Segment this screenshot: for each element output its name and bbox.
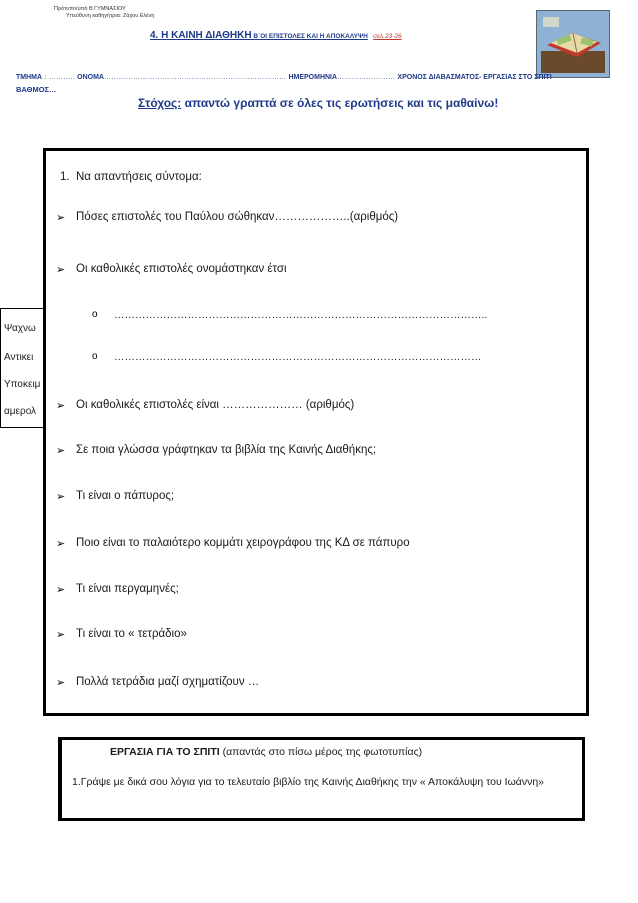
arrow-bullet-icon: ➢ bbox=[56, 400, 66, 412]
question-6[interactable]: Ποιο είναι το παλαιότερο κομμάτι χειρογράφου της ΚΔ σε πάπυρο bbox=[76, 537, 410, 549]
questions-heading bbox=[60, 171, 202, 183]
arrow-bullet-icon: ➢ bbox=[56, 491, 66, 503]
circle-bullet-icon: o bbox=[92, 351, 98, 362]
side-note-line: Υποκειμ bbox=[4, 379, 41, 390]
homework-title-note: (απαντάς στο πίσω μέρος της φωτοτυπίας) bbox=[219, 746, 423, 758]
arrow-bullet-icon: ➢ bbox=[56, 212, 66, 224]
homework-task: 1.Γράψε με δικά σου λόγια για το τελευταίο βιβλίο της Καινής Διαθήκης την « Αποκάλυψη του Ιωάννη» bbox=[72, 776, 545, 788]
goal-text: απαντώ γραπτά σε όλες τις ερωτήσεις και τις μαθαίνω! bbox=[181, 96, 499, 110]
heading-text: Να απαντήσεις σύντομα: bbox=[75, 171, 202, 183]
question-3[interactable]: Οι καθολικές επιστολές είναι ………………… (αριθμός) bbox=[76, 399, 355, 411]
title-pages: σελ.23-26 bbox=[373, 33, 402, 40]
teacher-name: Υπεύθυνη καθηγήτρια: Ζάχου Ελένη bbox=[66, 13, 155, 19]
student-info-line bbox=[16, 74, 552, 81]
question-7[interactable]: Τι είναι περγαμηνές; bbox=[76, 583, 179, 595]
homework-box bbox=[58, 737, 585, 821]
date-label: ΗΜΕΡΟΜΗΝΙΑ bbox=[288, 74, 338, 81]
title-sub: Β΄ΟΙ ΕΠΙΣΤΟΛΕΣ ΚΑΙ Η ΑΠΟΚΑΛΥΨΗ bbox=[251, 33, 368, 40]
heading-number: 1. bbox=[60, 171, 70, 183]
name-field[interactable]: ………………………………………………………………… bbox=[103, 74, 287, 81]
school-header bbox=[54, 6, 154, 20]
question-9[interactable]: Πολλά τετράδια μαζί σχηματίζουν … bbox=[76, 676, 260, 688]
grade-line bbox=[16, 85, 57, 94]
side-note-line: Αντικει bbox=[4, 352, 34, 363]
question-5[interactable]: Τι είναι ο πάπυρος; bbox=[76, 490, 175, 502]
arrow-bullet-icon: ➢ bbox=[56, 584, 66, 596]
arrow-bullet-icon: ➢ bbox=[56, 445, 66, 457]
question-1[interactable]: Πόσες επιστολές του Παύλου σώθηκαν………………..(αριθμός) bbox=[76, 211, 399, 223]
arrow-bullet-icon: ➢ bbox=[56, 264, 66, 276]
name-label: ΟΝΟΜΑ bbox=[77, 74, 104, 81]
answer-line-1[interactable]: …………………………………………………………………………………………….. bbox=[114, 309, 488, 321]
arrow-bullet-icon: ➢ bbox=[56, 629, 66, 641]
date-field[interactable]: …………………… bbox=[337, 74, 396, 81]
homework-title bbox=[110, 746, 422, 758]
grade-label: ΒΑΘΜΟΣ bbox=[16, 85, 50, 94]
answer-line-2[interactable]: …………………………………………………………………………………………… bbox=[114, 351, 482, 363]
grade-field[interactable]: … bbox=[49, 85, 57, 94]
title-main: 4. Η ΚΑΙΝΗ ΔΙΑΘΗΚΗ bbox=[150, 30, 252, 41]
school-name: Πρότυπο/υπό Β ΓΥΜΝΑΣΙΟΥ bbox=[54, 6, 126, 12]
side-note-line: αμερολ bbox=[4, 406, 37, 417]
dept-field[interactable]: : ……….. bbox=[42, 74, 76, 81]
question-4[interactable]: Σε ποια γλώσσα γράφτηκαν τα βιβλία της Καινής Διαθήκης; bbox=[76, 444, 377, 456]
side-note-line: Ψαχνω bbox=[4, 323, 36, 334]
question-2[interactable]: Οι καθολικές επιστολές ονομάστηκαν έτσι bbox=[76, 263, 287, 275]
time-label: ΧΡΟΝΟΣ ΔΙΑΒΑΣΜΑΤΟΣ- ΕΡΓΑΣΙΑΣ ΣΤΟ ΣΠΙΤΙ bbox=[397, 74, 552, 81]
bible-illustration bbox=[536, 10, 610, 78]
goal-line bbox=[138, 96, 498, 110]
worksheet-title bbox=[150, 30, 402, 41]
goal-label: Στόχος: bbox=[138, 96, 182, 110]
questions-box bbox=[43, 148, 589, 716]
dept-label: ΤΜΗΜΑ bbox=[16, 74, 43, 81]
arrow-bullet-icon: ➢ bbox=[56, 538, 66, 550]
question-8[interactable]: Τι είναι το « τετράδιο» bbox=[76, 628, 187, 640]
homework-title-bold: ΕΡΓΑΣΙΑ ΓΙΑ ΤΟ ΣΠΙΤΙ bbox=[110, 746, 220, 758]
circle-bullet-icon: o bbox=[92, 309, 98, 320]
arrow-bullet-icon: ➢ bbox=[56, 677, 66, 689]
